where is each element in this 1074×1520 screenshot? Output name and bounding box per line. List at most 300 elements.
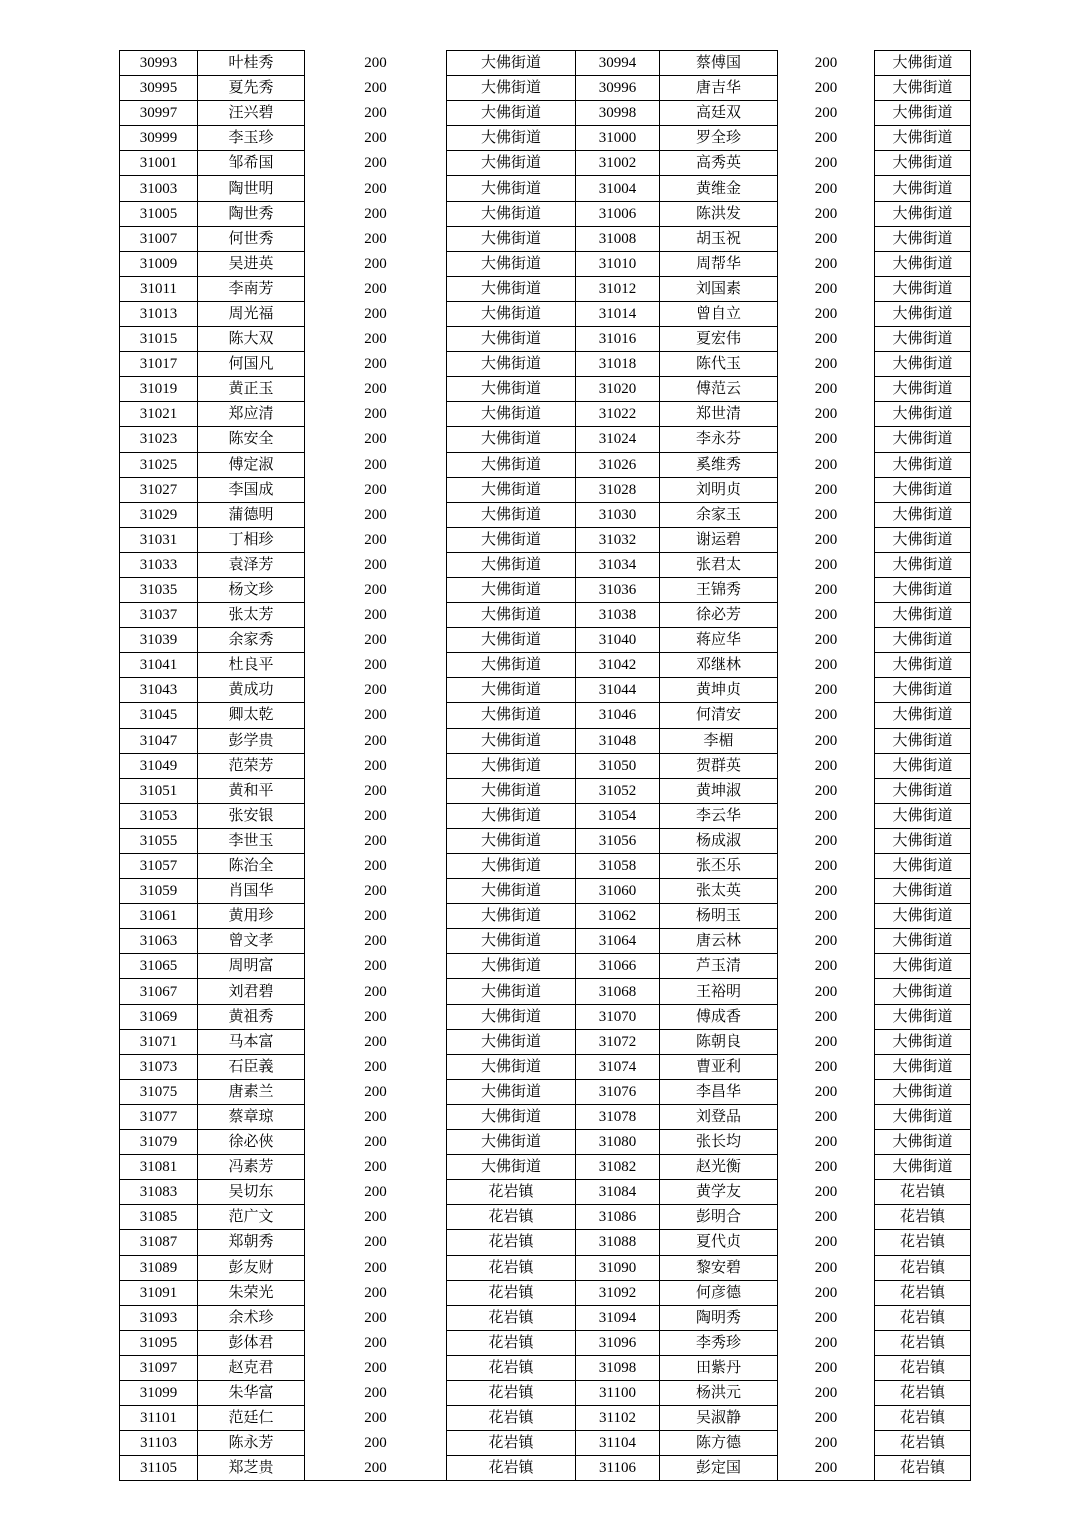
right-cell-id: 31072 <box>576 1029 660 1054</box>
right-cell-name: 杨洪元 <box>660 1380 778 1405</box>
left-cell-id: 31103 <box>120 1431 198 1456</box>
table-row <box>120 327 971 352</box>
left-cell-name: 曾文孝 <box>198 929 305 954</box>
right-cell-id: 31098 <box>576 1355 660 1380</box>
left-cell-area: 大佛街道 <box>447 1029 576 1054</box>
left-cell-area: 大佛街道 <box>447 603 576 628</box>
right-cell-name: 曾自立 <box>660 301 778 326</box>
left-cell-amount: 200 <box>305 377 447 402</box>
right-cell-name: 张丕乐 <box>660 854 778 879</box>
left-cell-amount: 200 <box>305 904 447 929</box>
left-cell-area: 大佛街道 <box>447 1054 576 1079</box>
left-cell-name: 肖国华 <box>198 879 305 904</box>
right-cell-name: 余家玉 <box>660 502 778 527</box>
right-cell-name: 谢运碧 <box>660 527 778 552</box>
right-cell-amount: 200 <box>778 527 875 552</box>
table-row <box>120 1130 971 1155</box>
left-cell-amount: 200 <box>305 427 447 452</box>
right-cell-name: 李昌华 <box>660 1079 778 1104</box>
table-row <box>120 1230 971 1255</box>
left-cell-amount: 200 <box>305 1104 447 1129</box>
left-cell-amount: 200 <box>305 1230 447 1255</box>
table-row <box>120 1280 971 1305</box>
left-cell-amount: 200 <box>305 1180 447 1205</box>
right-cell-area: 大佛街道 <box>875 251 971 276</box>
right-cell-amount: 200 <box>778 728 875 753</box>
right-cell-id: 31008 <box>576 226 660 251</box>
table-row <box>120 1431 971 1456</box>
left-cell-amount: 200 <box>305 703 447 728</box>
right-cell-amount: 200 <box>778 1079 875 1104</box>
right-cell-area: 大佛街道 <box>875 577 971 602</box>
right-cell-area: 大佛街道 <box>875 276 971 301</box>
table-row <box>120 1255 971 1280</box>
right-cell-name: 彭定国 <box>660 1456 778 1481</box>
left-cell-id: 31073 <box>120 1054 198 1079</box>
left-cell-area: 大佛街道 <box>447 879 576 904</box>
left-cell-name: 彭友财 <box>198 1255 305 1280</box>
right-cell-name: 芦玉清 <box>660 954 778 979</box>
left-cell-name: 余术珍 <box>198 1305 305 1330</box>
table-row <box>120 126 971 151</box>
left-cell-id: 31015 <box>120 327 198 352</box>
left-cell-area: 大佛街道 <box>447 226 576 251</box>
right-cell-id: 31060 <box>576 879 660 904</box>
right-cell-id: 31082 <box>576 1155 660 1180</box>
left-cell-name: 黄用珍 <box>198 904 305 929</box>
right-cell-id: 30998 <box>576 101 660 126</box>
right-cell-id: 31062 <box>576 904 660 929</box>
left-cell-name: 陈永芳 <box>198 1431 305 1456</box>
right-cell-id: 31068 <box>576 979 660 1004</box>
right-cell-amount: 200 <box>778 226 875 251</box>
left-cell-amount: 200 <box>305 51 447 76</box>
right-cell-area: 大佛街道 <box>875 1029 971 1054</box>
right-cell-amount: 200 <box>778 954 875 979</box>
left-cell-amount: 200 <box>305 577 447 602</box>
left-cell-amount: 200 <box>305 1054 447 1079</box>
right-cell-id: 31010 <box>576 251 660 276</box>
left-cell-area: 花岩镇 <box>447 1456 576 1481</box>
right-cell-amount: 200 <box>778 1004 875 1029</box>
right-cell-name: 曹亚利 <box>660 1054 778 1079</box>
right-cell-name: 李永芬 <box>660 427 778 452</box>
table-row <box>120 402 971 427</box>
right-cell-name: 刘国素 <box>660 276 778 301</box>
left-cell-amount: 200 <box>305 1079 447 1104</box>
left-cell-amount: 200 <box>305 1406 447 1431</box>
left-cell-id: 31031 <box>120 527 198 552</box>
left-cell-name: 范广文 <box>198 1205 305 1230</box>
right-cell-area: 大佛街道 <box>875 603 971 628</box>
right-cell-area: 花岩镇 <box>875 1305 971 1330</box>
left-cell-name: 彭体君 <box>198 1330 305 1355</box>
right-cell-amount: 200 <box>778 1431 875 1456</box>
right-cell-amount: 200 <box>778 477 875 502</box>
right-cell-area: 大佛街道 <box>875 527 971 552</box>
right-cell-name: 刘登品 <box>660 1104 778 1129</box>
left-cell-id: 31037 <box>120 603 198 628</box>
left-cell-area: 大佛街道 <box>447 753 576 778</box>
right-cell-name: 张长均 <box>660 1130 778 1155</box>
table-row <box>120 653 971 678</box>
left-cell-name: 范荣芳 <box>198 753 305 778</box>
left-cell-name: 卿太乾 <box>198 703 305 728</box>
right-cell-name: 田紫丹 <box>660 1355 778 1380</box>
left-cell-amount: 200 <box>305 753 447 778</box>
right-cell-name: 赵光衡 <box>660 1155 778 1180</box>
left-cell-amount: 200 <box>305 678 447 703</box>
left-cell-id: 31007 <box>120 226 198 251</box>
right-cell-amount: 200 <box>778 577 875 602</box>
left-cell-name: 唐素兰 <box>198 1079 305 1104</box>
left-cell-name: 张太芳 <box>198 603 305 628</box>
right-cell-area: 大佛街道 <box>875 327 971 352</box>
right-cell-area: 花岩镇 <box>875 1355 971 1380</box>
right-cell-area: 大佛街道 <box>875 552 971 577</box>
left-cell-name: 何世秀 <box>198 226 305 251</box>
right-cell-amount: 200 <box>778 753 875 778</box>
left-cell-id: 31045 <box>120 703 198 728</box>
right-cell-id: 31038 <box>576 603 660 628</box>
right-cell-name: 李秀珍 <box>660 1330 778 1355</box>
right-cell-area: 花岩镇 <box>875 1180 971 1205</box>
left-cell-area: 大佛街道 <box>447 628 576 653</box>
right-cell-area: 大佛街道 <box>875 753 971 778</box>
left-cell-area: 大佛街道 <box>447 502 576 527</box>
right-cell-id: 31032 <box>576 527 660 552</box>
right-cell-area: 大佛街道 <box>875 803 971 828</box>
right-cell-amount: 200 <box>778 352 875 377</box>
right-cell-id: 31090 <box>576 1255 660 1280</box>
left-cell-id: 31033 <box>120 552 198 577</box>
table-row <box>120 1406 971 1431</box>
right-cell-name: 周帮华 <box>660 251 778 276</box>
right-cell-id: 31026 <box>576 452 660 477</box>
table-row <box>120 76 971 101</box>
left-cell-amount: 200 <box>305 1330 447 1355</box>
left-cell-area: 大佛街道 <box>447 778 576 803</box>
left-cell-id: 31023 <box>120 427 198 452</box>
right-cell-area: 大佛街道 <box>875 678 971 703</box>
right-cell-id: 31012 <box>576 276 660 301</box>
left-cell-name: 汪兴碧 <box>198 101 305 126</box>
left-cell-id: 31095 <box>120 1330 198 1355</box>
left-cell-id: 30995 <box>120 76 198 101</box>
left-cell-amount: 200 <box>305 402 447 427</box>
left-cell-id: 31017 <box>120 352 198 377</box>
table-row <box>120 427 971 452</box>
left-cell-id: 31079 <box>120 1130 198 1155</box>
table-row <box>120 201 971 226</box>
right-cell-name: 李云华 <box>660 803 778 828</box>
left-cell-name: 袁泽芳 <box>198 552 305 577</box>
left-cell-name: 石臣義 <box>198 1054 305 1079</box>
right-cell-name: 刘明贞 <box>660 477 778 502</box>
left-cell-name: 徐必俠 <box>198 1130 305 1155</box>
left-cell-name: 周明富 <box>198 954 305 979</box>
table-row <box>120 1305 971 1330</box>
left-cell-name: 陈治全 <box>198 854 305 879</box>
left-cell-amount: 200 <box>305 552 447 577</box>
right-cell-area: 花岩镇 <box>875 1280 971 1305</box>
left-cell-id: 31021 <box>120 402 198 427</box>
right-cell-name: 何清安 <box>660 703 778 728</box>
left-cell-area: 花岩镇 <box>447 1280 576 1305</box>
left-cell-id: 31013 <box>120 301 198 326</box>
left-cell-id: 31069 <box>120 1004 198 1029</box>
right-cell-area: 大佛街道 <box>875 1054 971 1079</box>
right-cell-amount: 200 <box>778 879 875 904</box>
table-row <box>120 1205 971 1230</box>
right-cell-amount: 200 <box>778 1406 875 1431</box>
left-cell-amount: 200 <box>305 251 447 276</box>
left-cell-area: 大佛街道 <box>447 76 576 101</box>
left-cell-area: 大佛街道 <box>447 427 576 452</box>
left-cell-name: 彭学贵 <box>198 728 305 753</box>
left-cell-name: 周光福 <box>198 301 305 326</box>
left-cell-amount: 200 <box>305 628 447 653</box>
right-cell-amount: 200 <box>778 1180 875 1205</box>
left-cell-id: 31093 <box>120 1305 198 1330</box>
right-cell-id: 31070 <box>576 1004 660 1029</box>
right-cell-id: 31022 <box>576 402 660 427</box>
table-row <box>120 226 971 251</box>
right-cell-id: 31064 <box>576 929 660 954</box>
right-cell-id: 31106 <box>576 1456 660 1481</box>
left-cell-area: 大佛街道 <box>447 954 576 979</box>
left-cell-amount: 200 <box>305 151 447 176</box>
left-cell-area: 大佛街道 <box>447 854 576 879</box>
right-cell-amount: 200 <box>778 828 875 853</box>
left-cell-area: 花岩镇 <box>447 1330 576 1355</box>
table-row <box>120 1155 971 1180</box>
left-cell-id: 31057 <box>120 854 198 879</box>
right-cell-amount: 200 <box>778 854 875 879</box>
left-cell-name: 陈安全 <box>198 427 305 452</box>
right-cell-name: 黎安碧 <box>660 1255 778 1280</box>
left-cell-amount: 200 <box>305 1205 447 1230</box>
left-cell-amount: 200 <box>305 126 447 151</box>
left-cell-name: 郑应清 <box>198 402 305 427</box>
left-cell-id: 31105 <box>120 1456 198 1481</box>
left-cell-id: 31027 <box>120 477 198 502</box>
table-row <box>120 101 971 126</box>
left-cell-name: 陶世秀 <box>198 201 305 226</box>
left-cell-amount: 200 <box>305 1305 447 1330</box>
left-cell-amount: 200 <box>305 1155 447 1180</box>
left-cell-area: 大佛街道 <box>447 51 576 76</box>
right-cell-id: 31016 <box>576 327 660 352</box>
table-row <box>120 1355 971 1380</box>
right-cell-amount: 200 <box>778 1380 875 1405</box>
left-cell-id: 31047 <box>120 728 198 753</box>
left-cell-amount: 200 <box>305 1280 447 1305</box>
right-cell-area: 大佛街道 <box>875 828 971 853</box>
left-cell-area: 大佛街道 <box>447 251 576 276</box>
left-cell-id: 31067 <box>120 979 198 1004</box>
right-cell-amount: 200 <box>778 402 875 427</box>
left-cell-area: 大佛街道 <box>447 678 576 703</box>
left-cell-name: 叶桂秀 <box>198 51 305 76</box>
left-cell-amount: 200 <box>305 226 447 251</box>
left-cell-name: 杨文珍 <box>198 577 305 602</box>
right-cell-area: 大佛街道 <box>875 1155 971 1180</box>
left-cell-id: 31087 <box>120 1230 198 1255</box>
left-cell-name: 范廷仁 <box>198 1406 305 1431</box>
left-cell-amount: 200 <box>305 452 447 477</box>
right-cell-area: 大佛街道 <box>875 151 971 176</box>
left-cell-id: 31055 <box>120 828 198 853</box>
table-row <box>120 502 971 527</box>
right-cell-area: 大佛街道 <box>875 352 971 377</box>
left-cell-area: 大佛街道 <box>447 201 576 226</box>
table-row <box>120 176 971 201</box>
right-cell-area: 大佛街道 <box>875 126 971 151</box>
left-cell-id: 31003 <box>120 176 198 201</box>
left-cell-name: 李世玉 <box>198 828 305 853</box>
right-cell-area: 大佛街道 <box>875 1130 971 1155</box>
right-cell-id: 31050 <box>576 753 660 778</box>
right-cell-name: 黄坤贞 <box>660 678 778 703</box>
table-row <box>120 352 971 377</box>
right-cell-amount: 200 <box>778 1355 875 1380</box>
right-cell-area: 花岩镇 <box>875 1380 971 1405</box>
left-cell-name: 黄正玉 <box>198 377 305 402</box>
table-row <box>120 452 971 477</box>
table-row <box>120 1330 971 1355</box>
right-cell-id: 31104 <box>576 1431 660 1456</box>
right-cell-amount: 200 <box>778 51 875 76</box>
left-cell-area: 大佛街道 <box>447 904 576 929</box>
table-row <box>120 803 971 828</box>
left-cell-name: 赵克君 <box>198 1355 305 1380</box>
left-cell-area: 大佛街道 <box>447 452 576 477</box>
table-row <box>120 577 971 602</box>
left-cell-name: 张安银 <box>198 803 305 828</box>
left-cell-id: 31039 <box>120 628 198 653</box>
right-cell-amount: 200 <box>778 276 875 301</box>
table-row <box>120 1029 971 1054</box>
left-cell-id: 30999 <box>120 126 198 151</box>
left-cell-name: 冯素芳 <box>198 1155 305 1180</box>
right-cell-amount: 200 <box>778 1205 875 1230</box>
left-cell-name: 马本富 <box>198 1029 305 1054</box>
right-cell-id: 31036 <box>576 577 660 602</box>
left-cell-name: 丁相珍 <box>198 527 305 552</box>
left-cell-id: 31063 <box>120 929 198 954</box>
right-cell-id: 31086 <box>576 1205 660 1230</box>
right-cell-id: 31074 <box>576 1054 660 1079</box>
right-cell-name: 蔡傅国 <box>660 51 778 76</box>
table-row <box>120 1079 971 1104</box>
left-cell-id: 30993 <box>120 51 198 76</box>
left-cell-amount: 200 <box>305 979 447 1004</box>
table-row <box>120 1456 971 1481</box>
right-cell-amount: 200 <box>778 1054 875 1079</box>
right-cell-name: 陈代玉 <box>660 352 778 377</box>
right-cell-amount: 200 <box>778 1305 875 1330</box>
right-cell-name: 傅范云 <box>660 377 778 402</box>
left-cell-area: 大佛街道 <box>447 477 576 502</box>
roster-table-body <box>120 51 971 1481</box>
left-cell-area: 花岩镇 <box>447 1431 576 1456</box>
right-cell-id: 31066 <box>576 954 660 979</box>
left-cell-name: 黄和平 <box>198 778 305 803</box>
left-cell-amount: 200 <box>305 201 447 226</box>
right-cell-area: 大佛街道 <box>875 76 971 101</box>
left-cell-amount: 200 <box>305 276 447 301</box>
right-cell-area: 大佛街道 <box>875 1004 971 1029</box>
right-cell-id: 31088 <box>576 1230 660 1255</box>
right-cell-id: 31054 <box>576 803 660 828</box>
right-cell-name: 彭明合 <box>660 1205 778 1230</box>
right-cell-name: 黄学友 <box>660 1180 778 1205</box>
left-cell-id: 31081 <box>120 1155 198 1180</box>
right-cell-area: 大佛街道 <box>875 954 971 979</box>
left-cell-area: 大佛街道 <box>447 728 576 753</box>
left-cell-area: 大佛街道 <box>447 653 576 678</box>
left-cell-id: 31005 <box>120 201 198 226</box>
table-row <box>120 828 971 853</box>
right-cell-id: 31046 <box>576 703 660 728</box>
left-cell-area: 花岩镇 <box>447 1406 576 1431</box>
left-cell-amount: 200 <box>305 477 447 502</box>
right-cell-amount: 200 <box>778 201 875 226</box>
right-cell-name: 张太英 <box>660 879 778 904</box>
right-cell-id: 31056 <box>576 828 660 853</box>
right-cell-area: 大佛街道 <box>875 201 971 226</box>
right-cell-area: 花岩镇 <box>875 1456 971 1481</box>
left-cell-id: 31029 <box>120 502 198 527</box>
right-cell-id: 31096 <box>576 1330 660 1355</box>
right-cell-area: 大佛街道 <box>875 301 971 326</box>
left-cell-amount: 200 <box>305 778 447 803</box>
right-cell-name: 贺群英 <box>660 753 778 778</box>
right-cell-id: 31058 <box>576 854 660 879</box>
left-cell-id: 31053 <box>120 803 198 828</box>
left-cell-id: 31101 <box>120 1406 198 1431</box>
left-cell-id: 31091 <box>120 1280 198 1305</box>
right-cell-amount: 200 <box>778 327 875 352</box>
right-cell-area: 大佛街道 <box>875 427 971 452</box>
table-row <box>120 552 971 577</box>
right-cell-name: 王锦秀 <box>660 577 778 602</box>
left-cell-id: 31061 <box>120 904 198 929</box>
right-cell-area: 花岩镇 <box>875 1431 971 1456</box>
left-cell-amount: 200 <box>305 1029 447 1054</box>
right-cell-id: 31094 <box>576 1305 660 1330</box>
right-cell-area: 大佛街道 <box>875 452 971 477</box>
table-row <box>120 854 971 879</box>
right-cell-amount: 200 <box>778 301 875 326</box>
right-cell-name: 唐云林 <box>660 929 778 954</box>
table-row <box>120 753 971 778</box>
right-cell-name: 徐必芳 <box>660 603 778 628</box>
left-cell-amount: 200 <box>305 301 447 326</box>
right-cell-area: 大佛街道 <box>875 904 971 929</box>
right-cell-name: 何彦德 <box>660 1280 778 1305</box>
table-row <box>120 603 971 628</box>
right-cell-id: 30996 <box>576 76 660 101</box>
right-cell-area: 大佛街道 <box>875 778 971 803</box>
right-cell-name: 陈方德 <box>660 1431 778 1456</box>
right-cell-area: 花岩镇 <box>875 1255 971 1280</box>
left-cell-amount: 200 <box>305 828 447 853</box>
table-row <box>120 703 971 728</box>
left-cell-id: 31097 <box>120 1355 198 1380</box>
table-row <box>120 527 971 552</box>
